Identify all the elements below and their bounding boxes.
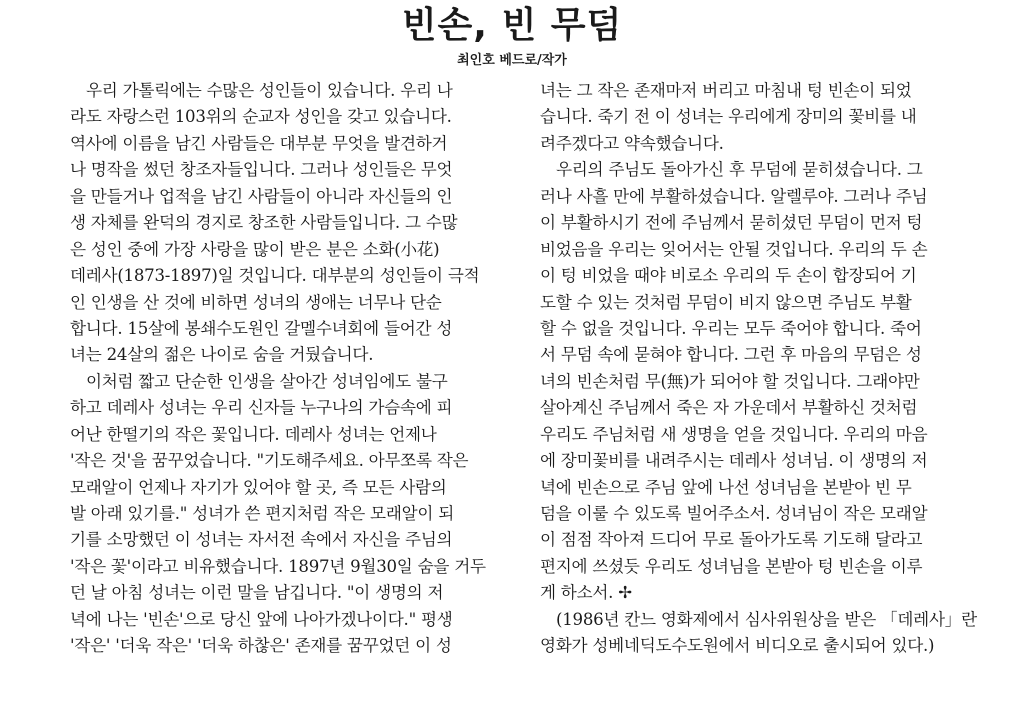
right-line-8: 이 텅 비었을 때야 비로소 우리의 두 손이 합장되어 기 <box>540 266 917 286</box>
right-line-6: 이 부활하시기 전에 주님께서 묻히셨던 무덤이 먼저 텅 <box>540 213 923 233</box>
left-line-12: 이처럼 짧고 단순한 인생을 살아간 성녀임에도 불구 <box>86 371 448 391</box>
right-line-17: 덤을 이룰 수 있도록 빌어주소서. 성녀님이 작은 모래알 <box>540 504 928 523</box>
left-line-11: 녀는 24살의 젊은 나이로 숨을 거뒀습니다. <box>70 345 374 365</box>
left-line-15: '작은 것'을 꿈꾸었습니다. "기도해주세요. 아무쪼록 작은 <box>70 451 469 471</box>
right-line-18: 이 점점 작아져 드디어 무로 돌아가도록 기도해 달라고 <box>540 530 923 550</box>
right-column <box>540 78 976 660</box>
right-line-12: 녀의 빈손처럼 무(無)가 되어야 할 것입니다. 그래야만 <box>540 371 920 391</box>
left-line-19: '작은 꽃'이라고 비유했습니다. 1897년 9월30일 숨을 거두 <box>70 556 486 576</box>
left-line-20: 던 날 아침 성녀는 이런 말을 남깁니다. "이 생명의 저 <box>70 583 444 603</box>
right-line-13: 살아계신 주님께서 죽은 자 가운데서 부활하신 것처럼 <box>540 398 918 418</box>
left-line-5: 을 만들거나 업적을 남긴 사람들이 아니라 자신들의 인 <box>70 186 453 206</box>
left-column <box>70 78 510 660</box>
left-line-22: '작은' '더욱 작은' '더욱 하찮은' 존재를 꿈꾸었던 이 성 <box>70 636 452 656</box>
left-line-9: 인 인생을 산 것에 비하면 성녀의 생애는 너무나 단순 <box>70 292 442 312</box>
right-line-10: 할 수 없을 것입니다. 우리는 모두 죽어야 합니다. 죽어 <box>540 318 922 338</box>
right-line-9: 도할 수 있는 것처럼 무덤이 비지 않으면 주님도 부활 <box>540 292 912 312</box>
right-line-3: 려주겠다고 약속했습니다. <box>540 133 724 153</box>
right-line-16: 녁에 빈손으로 주님 앞에 나선 성녀님을 본받아 빈 무 <box>540 477 912 497</box>
left-line-13: 하고 데레사 성녀는 우리 신자들 누구나의 가슴속에 피 <box>70 398 453 418</box>
left-line-4: 나 명작을 썼던 창조자들입니다. 그러나 성인들은 무엇 <box>70 160 453 180</box>
right-line-2: 습니다. 죽기 전 이 성녀는 우리에게 장미의 꽃비를 내 <box>540 107 917 127</box>
right-line-11: 서 무덤 속에 묻혀야 합니다. 그런 후 마음의 무덤은 성 <box>540 345 922 365</box>
right-note-line-1: (1986년 칸느 영화제에서 심사위원상을 받은 「데레사」란 <box>556 609 977 629</box>
right-line-20: 게 하소서. ✢ <box>540 583 632 603</box>
right-note-line-2: 영화가 성베네딕도수도원에서 비디오로 출시되어 있다.) <box>540 636 935 656</box>
article-byline: 최인호 베드로/작가 <box>457 53 567 68</box>
right-line-7: 비었음을 우리는 잊어서는 안될 것입니다. 우리의 두 손 <box>540 239 928 259</box>
right-line-5: 러나 사흘 만에 부활하셨습니다. 알렐루야. 그러나 주님 <box>540 186 928 206</box>
left-line-18: 기를 소망했던 이 성녀는 자서전 속에서 자신을 주님의 <box>70 530 453 550</box>
left-line-16: 모래알이 언제나 자기가 있어야 할 곳, 즉 모든 사람의 <box>70 477 447 497</box>
right-line-4: 우리의 주님도 돌아가신 후 무덤에 묻히셨습니다. 그 <box>556 160 923 180</box>
left-line-8: 데레사(1873-1897)일 것입니다. 대부분의 성인들이 극적 <box>70 266 480 286</box>
right-line-1: 녀는 그 작은 존재마저 버리고 마침내 텅 빈손이 되었 <box>540 81 912 100</box>
right-line-19: 편지에 쓰셨듯 우리도 성녀님을 본받아 텅 빈손을 이루 <box>540 556 923 576</box>
left-line-10: 합니다. 15살에 봉쇄수도원인 갈멜수녀회에 들어간 성 <box>70 318 453 338</box>
left-line-3: 역사에 이름을 남긴 사람들은 대부분 무엇을 발견하거 <box>70 133 448 153</box>
right-line-14: 우리도 주님처럼 새 생명을 얻을 것입니다. 우리의 마음 <box>540 424 928 444</box>
left-line-7: 은 성인 중에 가장 사랑을 많이 받은 분은 소화(小花) <box>70 239 440 259</box>
left-line-17: 발 아래 있기를." 성녀가 쓴 편지처럼 작은 모래알이 되 <box>70 504 454 523</box>
left-line-6: 생 자체를 완덕의 경지로 창조한 사람들입니다. 그 수많 <box>70 213 458 233</box>
left-line-21: 녁에 나는 '빈손'으로 당신 앞에 나아가겠나이다." 평생 <box>70 609 453 629</box>
right-line-15: 에 장미꽃비를 내려주시는 데레사 성녀님. 이 생명의 저 <box>540 451 928 471</box>
left-line-14: 어난 한떨기의 작은 꽃입니다. 데레사 성녀는 언제나 <box>70 424 437 444</box>
article-title: 빈손, 빈 무덤 <box>401 5 623 46</box>
left-line-2: 라도 자랑스런 103위의 순교자 성인을 갖고 있습니다. <box>70 107 452 127</box>
left-line-1: 우리 가톨릭에는 수많은 성인들이 있습니다. 우리 나 <box>86 81 453 100</box>
